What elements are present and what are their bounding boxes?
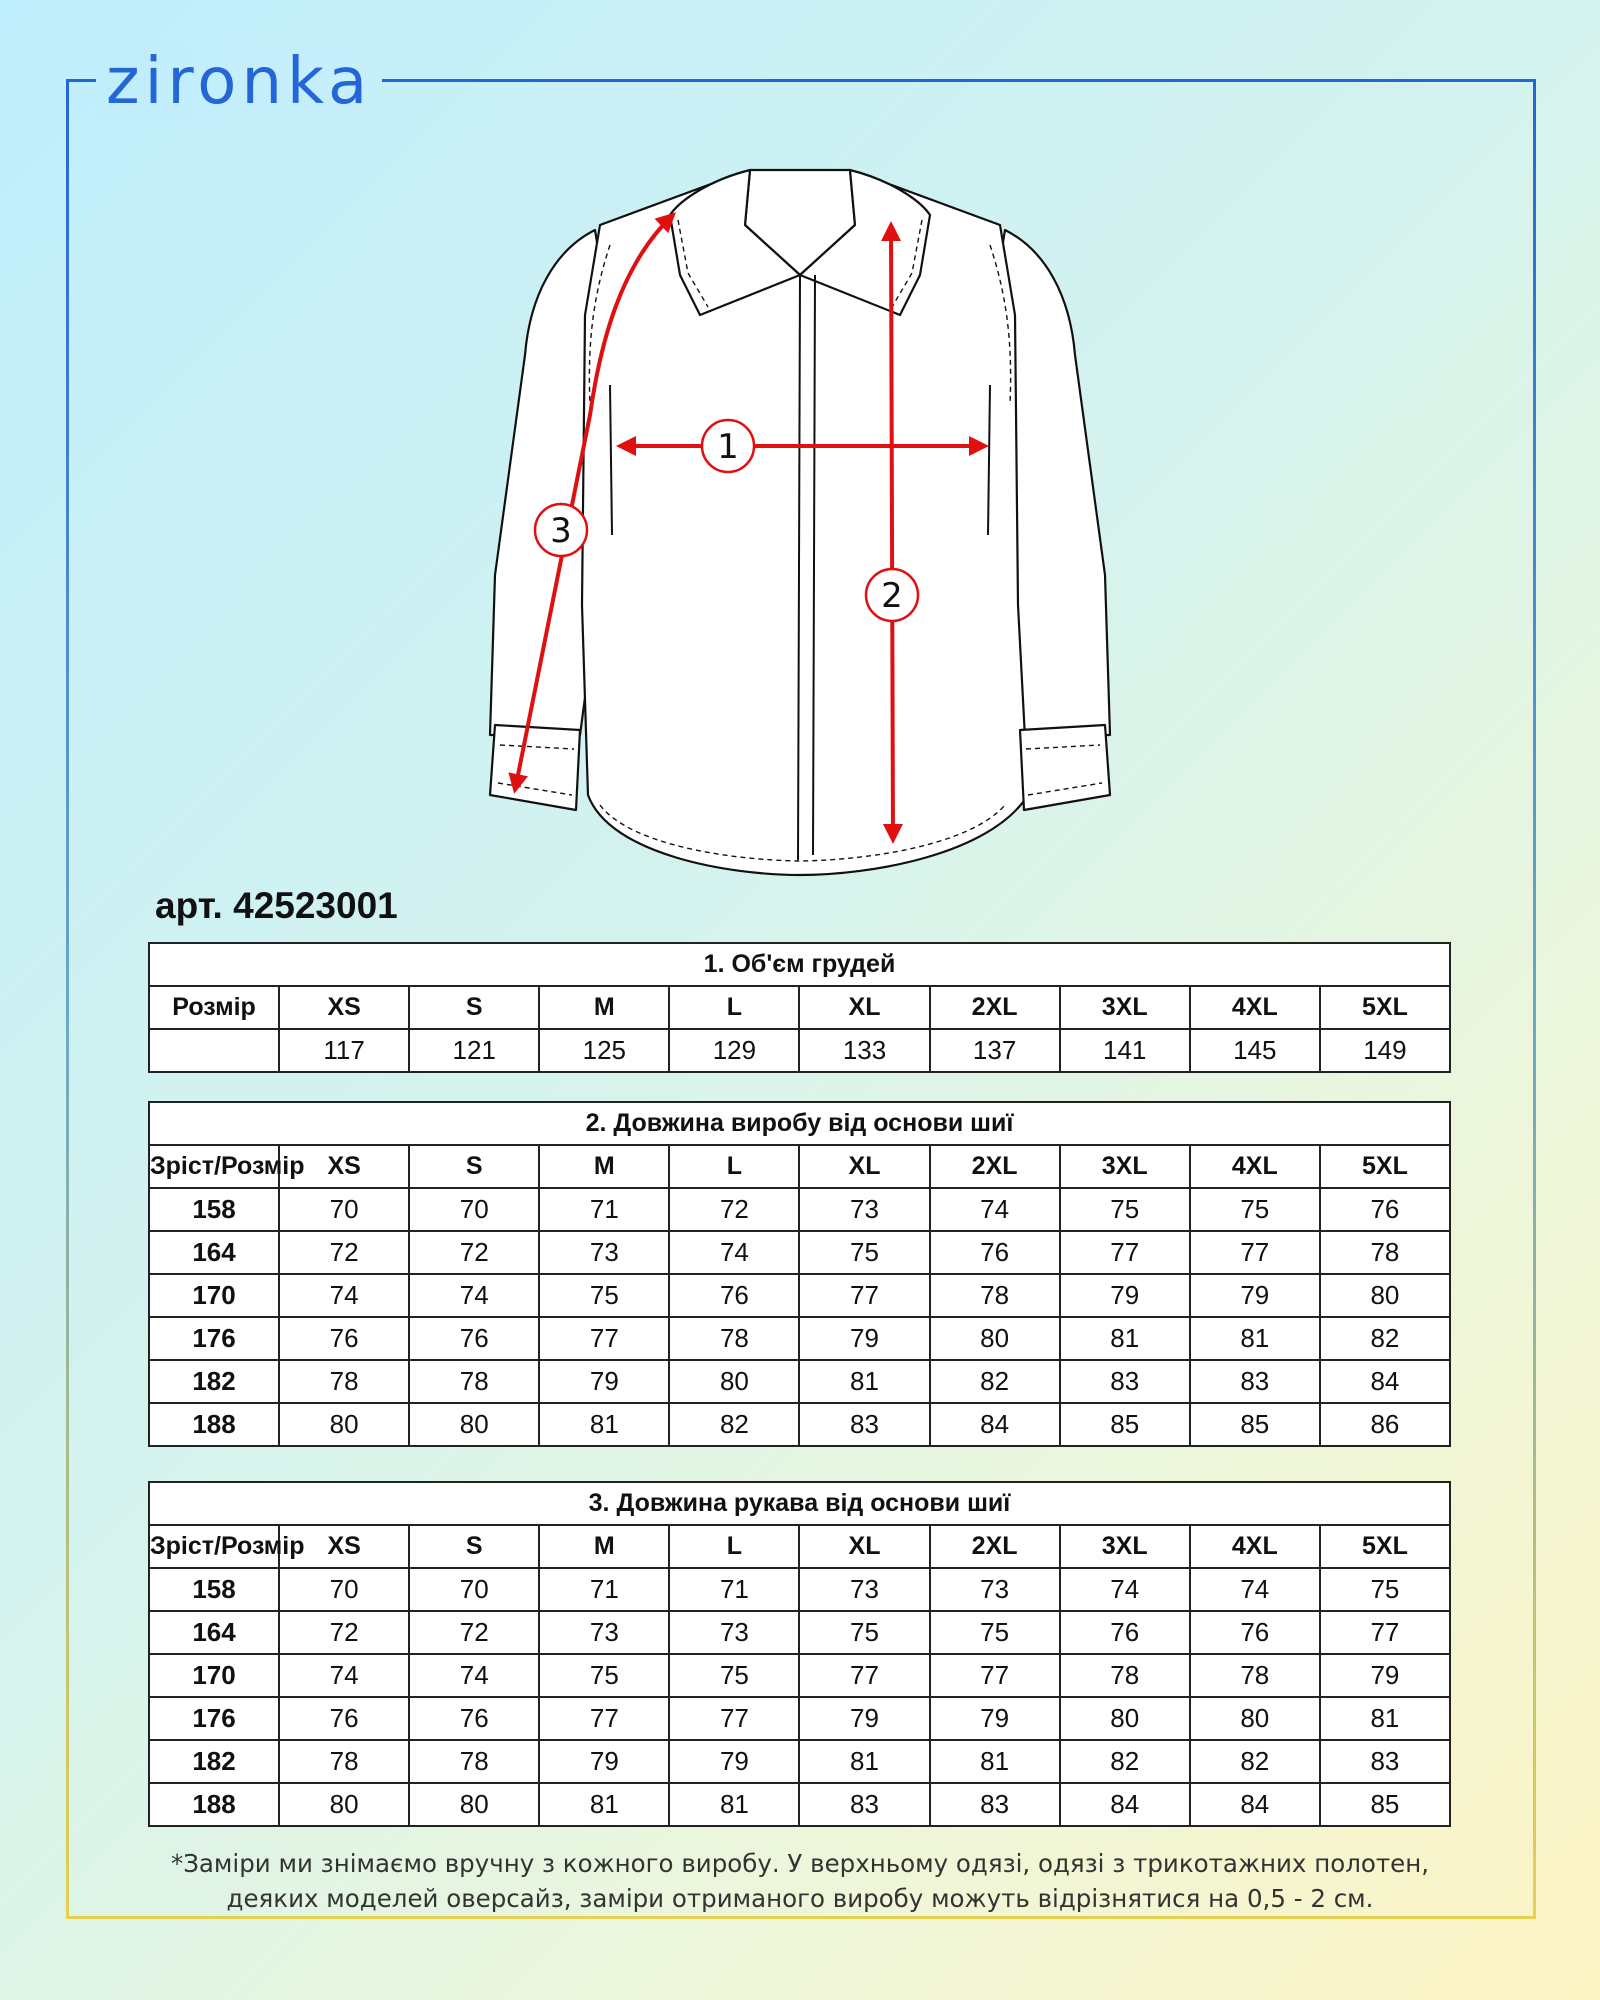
- size-header: 5XL: [1320, 1145, 1450, 1188]
- table-cell: 80: [930, 1317, 1060, 1360]
- table-cell: 78: [279, 1740, 409, 1783]
- label-1: 1: [717, 427, 739, 467]
- chest-table: [148, 942, 1451, 1073]
- table-cell: 81: [539, 1403, 669, 1446]
- table-cell: 73: [799, 1188, 929, 1231]
- table-cell: 74: [409, 1274, 539, 1317]
- article-number: арт. 42523001: [155, 885, 398, 926]
- table-cell: 81: [799, 1360, 929, 1403]
- brand-logo: zironka: [96, 42, 382, 122]
- table-row: [149, 1360, 1450, 1403]
- table-cell: 77: [930, 1654, 1060, 1697]
- table-cell: 78: [1060, 1654, 1190, 1697]
- table-cell: 86: [1320, 1403, 1450, 1446]
- table-cell: 79: [799, 1697, 929, 1740]
- shirt-body: [582, 177, 1028, 875]
- table-cell: 71: [539, 1568, 669, 1611]
- row-label: 158: [149, 1188, 279, 1231]
- table-cell: 125: [539, 1029, 669, 1072]
- table-cell: 78: [409, 1360, 539, 1403]
- table-row: [149, 1740, 1450, 1783]
- table-cell: 78: [1190, 1654, 1320, 1697]
- table-cell: 76: [1060, 1611, 1190, 1654]
- table-cell: 141: [1060, 1029, 1190, 1072]
- table-cell: 83: [1190, 1360, 1320, 1403]
- table-cell: 76: [1320, 1188, 1450, 1231]
- table-cell: 75: [539, 1274, 669, 1317]
- table-cell: 121: [409, 1029, 539, 1072]
- table-cell: 70: [279, 1188, 409, 1231]
- footnote-line-2: деяких моделей оверсайз, заміри отриманого виробу можуть відрізнятися на 0,5 - 2 см.: [226, 1884, 1374, 1913]
- table-cell: 78: [930, 1274, 1060, 1317]
- size-header: 4XL: [1190, 1145, 1320, 1188]
- table-cell: 75: [539, 1654, 669, 1697]
- table-cell: 84: [1320, 1360, 1450, 1403]
- table-cell: 75: [1060, 1188, 1190, 1231]
- table-cell: 137: [930, 1029, 1060, 1072]
- size-header: XS: [279, 1525, 409, 1568]
- table-cell: 74: [279, 1654, 409, 1697]
- size-header: S: [409, 986, 539, 1029]
- table-cell: 73: [930, 1568, 1060, 1611]
- table-cell: 77: [1060, 1231, 1190, 1274]
- shirt-diagram: [470, 155, 1130, 895]
- table-cell: 80: [279, 1403, 409, 1446]
- table-header-row: [149, 1145, 1450, 1188]
- row-label: 182: [149, 1740, 279, 1783]
- table-row: [149, 1654, 1450, 1697]
- table-cell: 74: [1190, 1568, 1320, 1611]
- table-row: [149, 1403, 1450, 1446]
- table-cell: 81: [799, 1740, 929, 1783]
- table-cell: 78: [409, 1740, 539, 1783]
- table-cell: 79: [1320, 1654, 1450, 1697]
- table-cell: 79: [539, 1360, 669, 1403]
- table-title-row: [149, 1482, 1450, 1525]
- table-row: [149, 1274, 1450, 1317]
- table-cell: 74: [279, 1274, 409, 1317]
- size-header: M: [539, 986, 669, 1029]
- table-cell: 81: [1060, 1317, 1190, 1360]
- size-header: L: [669, 986, 799, 1029]
- table-cell: 85: [1190, 1403, 1320, 1446]
- table-title: 3. Довжина рукава від основи шиї: [149, 1482, 1450, 1525]
- table-cell: 71: [539, 1188, 669, 1231]
- table-cell: 74: [409, 1654, 539, 1697]
- table-cell: 77: [799, 1654, 929, 1697]
- size-header: L: [669, 1525, 799, 1568]
- table-cell: 79: [799, 1317, 929, 1360]
- size-header: 2XL: [930, 1145, 1060, 1188]
- table-cell: 76: [669, 1274, 799, 1317]
- table-cell: 83: [1320, 1740, 1450, 1783]
- size-header: 2XL: [930, 1525, 1060, 1568]
- table-cell: 74: [930, 1188, 1060, 1231]
- table-cell: 72: [669, 1188, 799, 1231]
- table-title: 1. Об'єм грудей: [149, 943, 1450, 986]
- table-cell: 77: [799, 1274, 929, 1317]
- table-cell: 73: [799, 1568, 929, 1611]
- table-cell: 72: [409, 1611, 539, 1654]
- row-label: 158: [149, 1568, 279, 1611]
- size-header: S: [409, 1525, 539, 1568]
- row-label: 176: [149, 1317, 279, 1360]
- table-header-row: [149, 986, 1450, 1029]
- table-cell: 84: [1190, 1783, 1320, 1826]
- size-header: XL: [799, 986, 929, 1029]
- table-cell: 78: [1320, 1231, 1450, 1274]
- length-table: [148, 1101, 1451, 1447]
- row-label: 170: [149, 1274, 279, 1317]
- row-label: 176: [149, 1697, 279, 1740]
- table-row: [149, 1029, 1450, 1072]
- table-cell: 80: [409, 1783, 539, 1826]
- table-corner-header: Зріст/Розмір: [149, 1525, 279, 1568]
- size-header: 2XL: [930, 986, 1060, 1029]
- table-cell: 74: [1060, 1568, 1190, 1611]
- table-row: [149, 1188, 1450, 1231]
- size-header: XL: [799, 1145, 929, 1188]
- size-header: M: [539, 1525, 669, 1568]
- row-label: [149, 1029, 279, 1072]
- table-cell: 81: [930, 1740, 1060, 1783]
- table-cell: 149: [1320, 1029, 1450, 1072]
- table-cell: 76: [409, 1697, 539, 1740]
- table-cell: 81: [539, 1783, 669, 1826]
- table-cell: 81: [669, 1783, 799, 1826]
- table-cell: 72: [279, 1611, 409, 1654]
- size-header: 4XL: [1190, 986, 1320, 1029]
- table-cell: 82: [669, 1403, 799, 1446]
- table-cell: 83: [930, 1783, 1060, 1826]
- table-title-row: [149, 943, 1450, 986]
- table-cell: 76: [409, 1317, 539, 1360]
- footnote-line-1: *Заміри ми знімаємо вручну з кожного виробу. У верхньому одязі, одязі з трикотажних полотен,: [170, 1849, 1430, 1878]
- table-cell: 75: [1190, 1188, 1320, 1231]
- table-cell: 77: [539, 1697, 669, 1740]
- table-cell: 76: [279, 1697, 409, 1740]
- label-2: 2: [881, 576, 903, 616]
- size-header: 5XL: [1320, 986, 1450, 1029]
- size-header: 3XL: [1060, 1145, 1190, 1188]
- table-cell: 80: [279, 1783, 409, 1826]
- size-header: 3XL: [1060, 986, 1190, 1029]
- table-cell: 80: [1060, 1697, 1190, 1740]
- size-header: XL: [799, 1525, 929, 1568]
- size-header: M: [539, 1145, 669, 1188]
- table-cell: 83: [799, 1403, 929, 1446]
- table-header-row: [149, 1525, 1450, 1568]
- measure-arrow-2: [891, 225, 893, 840]
- table-cell: 76: [1190, 1611, 1320, 1654]
- size-header: 4XL: [1190, 1525, 1320, 1568]
- size-header: 3XL: [1060, 1525, 1190, 1568]
- table-cell: 79: [669, 1740, 799, 1783]
- sleeve-table: [148, 1481, 1451, 1827]
- table-cell: 82: [1060, 1740, 1190, 1783]
- table-row: [149, 1317, 1450, 1360]
- label-3: 3: [550, 511, 572, 551]
- row-label: 182: [149, 1360, 279, 1403]
- table-cell: 85: [1320, 1783, 1450, 1826]
- row-label: 188: [149, 1403, 279, 1446]
- table-title-row: [149, 1102, 1450, 1145]
- table-cell: 145: [1190, 1029, 1320, 1072]
- table-cell: 82: [1190, 1740, 1320, 1783]
- table-cell: 73: [539, 1231, 669, 1274]
- table-cell: 82: [1320, 1317, 1450, 1360]
- size-header: XS: [279, 986, 409, 1029]
- table-cell: 75: [1320, 1568, 1450, 1611]
- table-cell: 77: [539, 1317, 669, 1360]
- right-cuff: [1020, 725, 1110, 810]
- table-cell: 74: [669, 1231, 799, 1274]
- table-cell: 75: [799, 1231, 929, 1274]
- table-cell: 75: [930, 1611, 1060, 1654]
- table-corner-header: Розмір: [149, 986, 279, 1029]
- table-cell: 79: [1060, 1274, 1190, 1317]
- table-cell: 70: [409, 1188, 539, 1231]
- table-cell: 77: [1190, 1231, 1320, 1274]
- table-cell: 75: [669, 1654, 799, 1697]
- left-cuff: [490, 725, 580, 810]
- size-header: XS: [279, 1145, 409, 1188]
- table-row: [149, 1231, 1450, 1274]
- table-cell: 79: [539, 1740, 669, 1783]
- table-cell: 81: [1190, 1317, 1320, 1360]
- row-label: 164: [149, 1611, 279, 1654]
- table-cell: 133: [799, 1029, 929, 1072]
- row-label: 188: [149, 1783, 279, 1826]
- table-cell: 80: [1190, 1697, 1320, 1740]
- table-title: 2. Довжина виробу від основи шиї: [149, 1102, 1450, 1145]
- footnote: [90, 1846, 1510, 1916]
- size-header: S: [409, 1145, 539, 1188]
- table-cell: 81: [1320, 1697, 1450, 1740]
- table-cell: 78: [279, 1360, 409, 1403]
- table-cell: 76: [930, 1231, 1060, 1274]
- table-row: [149, 1568, 1450, 1611]
- size-header: 5XL: [1320, 1525, 1450, 1568]
- table-cell: 72: [279, 1231, 409, 1274]
- table-cell: 83: [799, 1783, 929, 1826]
- table-cell: 129: [669, 1029, 799, 1072]
- table-row: [149, 1783, 1450, 1826]
- table-row: [149, 1611, 1450, 1654]
- table-cell: 117: [279, 1029, 409, 1072]
- table-cell: 70: [279, 1568, 409, 1611]
- table-cell: 84: [1060, 1783, 1190, 1826]
- table-cell: 75: [799, 1611, 929, 1654]
- table-cell: 82: [930, 1360, 1060, 1403]
- table-cell: 79: [1190, 1274, 1320, 1317]
- table-cell: 80: [669, 1360, 799, 1403]
- table-cell: 72: [409, 1231, 539, 1274]
- table-cell: 73: [539, 1611, 669, 1654]
- table-cell: 71: [669, 1568, 799, 1611]
- row-label: 170: [149, 1654, 279, 1697]
- table-cell: 84: [930, 1403, 1060, 1446]
- table-cell: 73: [669, 1611, 799, 1654]
- table-cell: 80: [1320, 1274, 1450, 1317]
- table-row: [149, 1697, 1450, 1740]
- table-cell: 76: [279, 1317, 409, 1360]
- table-corner-header: Зріст/Розмір: [149, 1145, 279, 1188]
- table-cell: 80: [409, 1403, 539, 1446]
- size-header: L: [669, 1145, 799, 1188]
- table-cell: 77: [669, 1697, 799, 1740]
- table-cell: 79: [930, 1697, 1060, 1740]
- table-cell: 77: [1320, 1611, 1450, 1654]
- table-cell: 83: [1060, 1360, 1190, 1403]
- table-cell: 85: [1060, 1403, 1190, 1446]
- table-cell: 70: [409, 1568, 539, 1611]
- row-label: 164: [149, 1231, 279, 1274]
- table-cell: 78: [669, 1317, 799, 1360]
